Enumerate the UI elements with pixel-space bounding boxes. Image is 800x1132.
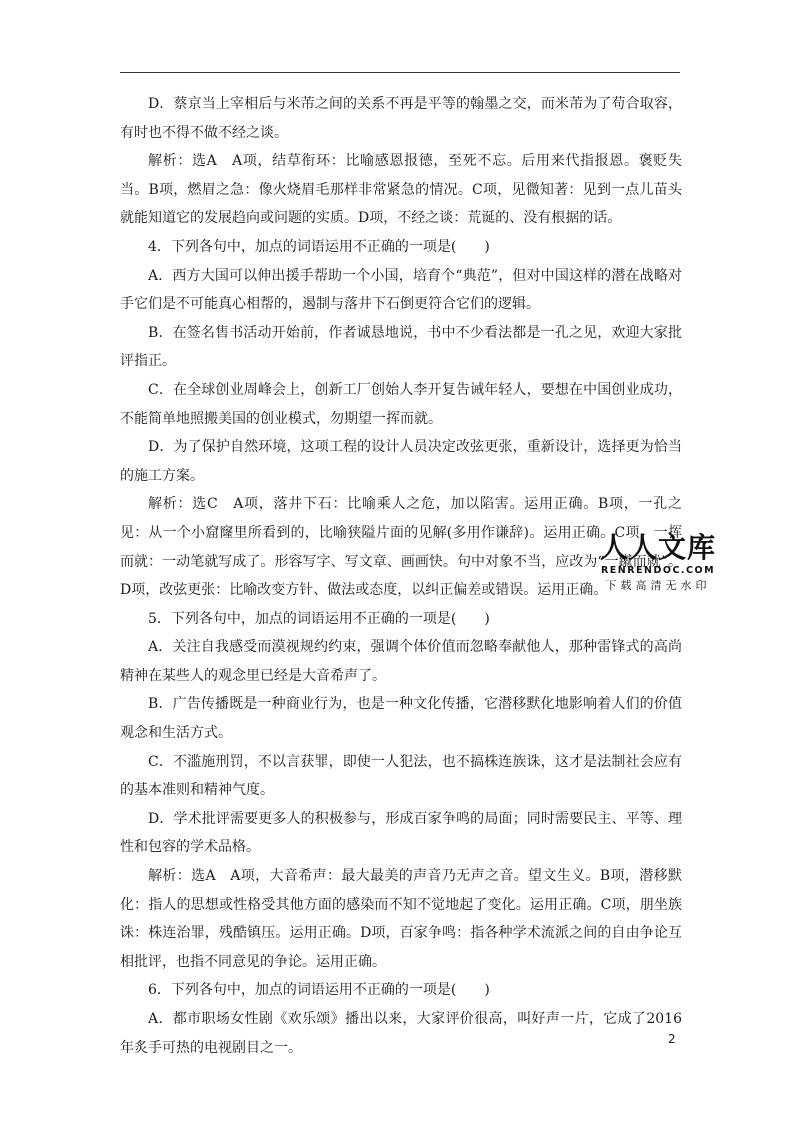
option-a-q5: A．关注自我感受而漠视规约约束，强调个体价值而忽略奉献他人，那种雷锋式的高尚精神在某些人的观念里已经是大音希声了。 [120,639,682,684]
watermark-title: 人人文库 [599,531,716,564]
watermark-slogan: 下载高清无水印 [605,579,711,592]
option-a-q4: A．西方大国可以伸出援手帮助一个小国，培育个“典范”，但对中国这样的潜在战略对手它们是不可能真心相帮的，遏制与落井下石倒更符合它们的逻辑。 [120,267,682,313]
question-4: 4．下列各句中，加点的词语运用不正确的一项是( ) [148,238,490,255]
analysis-q4: 解析：选C A项，落井下石：比喻乘人之危，加以陷害。运用正确。B项，一孔之见：从一个小窟窿里所看到的，比喻狭隘片面的见解(多用作谦辞)。运用正确。C项，一挥而就：一动笔就写成了。形容写字、写文章、画画快。句中对象不当，应改为“一蹴而就”。D项，改弦更张：比喻改变方针、做法或态度，以纠正偏差或错误。运用正确。 [120,496,682,599]
analysis-q5: 解析：选A A项，大音希声：最大最美的声音乃无声之音。望文生义。B项，潜移默化：指人的思想或性格受其他方面的感染而不知不觉地起了变化。运用正确。C项，朋坐族诛：株连治罪，残酷镇压。运用正确。D项，百家争鸣：指各种学术流派之间的自由争论互相批评，也指不同意见的争论。运用正确。 [120,868,682,970]
option-b-q4: B．在签名售书活动开始前，作者诚恳地说，书中不少看法都是一孔之见，欢迎大家批评指正。 [120,324,682,370]
option-b-q5: B．广告传播既是一种商业行为，也是一种文化传播，它潜移默化地影响着人们的价值观念和生活方式。 [120,696,682,742]
question-6: 6．下列各句中，加点的词语运用不正确的一项是( ) [148,982,490,999]
page-number: 2 [668,1032,676,1046]
option-c-q4: C．在全球创业周峰会上，创新工厂创始人李开复告诫年轻人，要想在中国创业成功，不能简单地照搬美国的创业模式，勿期望一挥而就。 [120,381,682,427]
watermark-logo [592,532,724,595]
option-d-q5: D．学术批评需要更多人的积极参与，形成百家争鸣的局面；同时需要民主、平等、理性和包容的学术品格。 [120,810,682,856]
question-5: 5．下列各句中，加点的词语运用不正确的一项是( ) [148,610,490,627]
analysis-q3: 解析：选A A项，结草衔环：比喻感恩报德，至死不忘。后用来代指报恩。褒贬失当。B项，燃眉之急：像火烧眉毛那样非常紧急的情况。C项，见微知著：见到一点儿苗头就能知道它的发展趋向或问题的实质。D项，不经之谈：荒诞的、没有根据的话。 [120,153,682,227]
header-rule [120,72,680,73]
option-a-q6: A．都市职场女性剧《欢乐颂》播出以来，大家评价很高，叫好声一片，它成了2016年炙手可热的电视剧目之一。 [120,1011,682,1056]
option-c-q5: C．不滥施刑罚，不以言获罪，即使一人犯法，也不搞株连族诛，这才是法制社会应有的基本准则和精神气度。 [120,753,682,799]
watermark-url: RENRENDOC.COM [600,565,716,576]
option-d-q4: D．为了保护自然环境，这项工程的设计人员决定改弦更张，重新设计，选择更为恰当的施工方案。 [120,439,682,484]
option-d-q3: D．蔡京当上宰相后与米芾之间的关系不再是平等的翰墨之交，而米芾为了苟合取容，有时也不得不做不经之谈。 [120,96,682,141]
